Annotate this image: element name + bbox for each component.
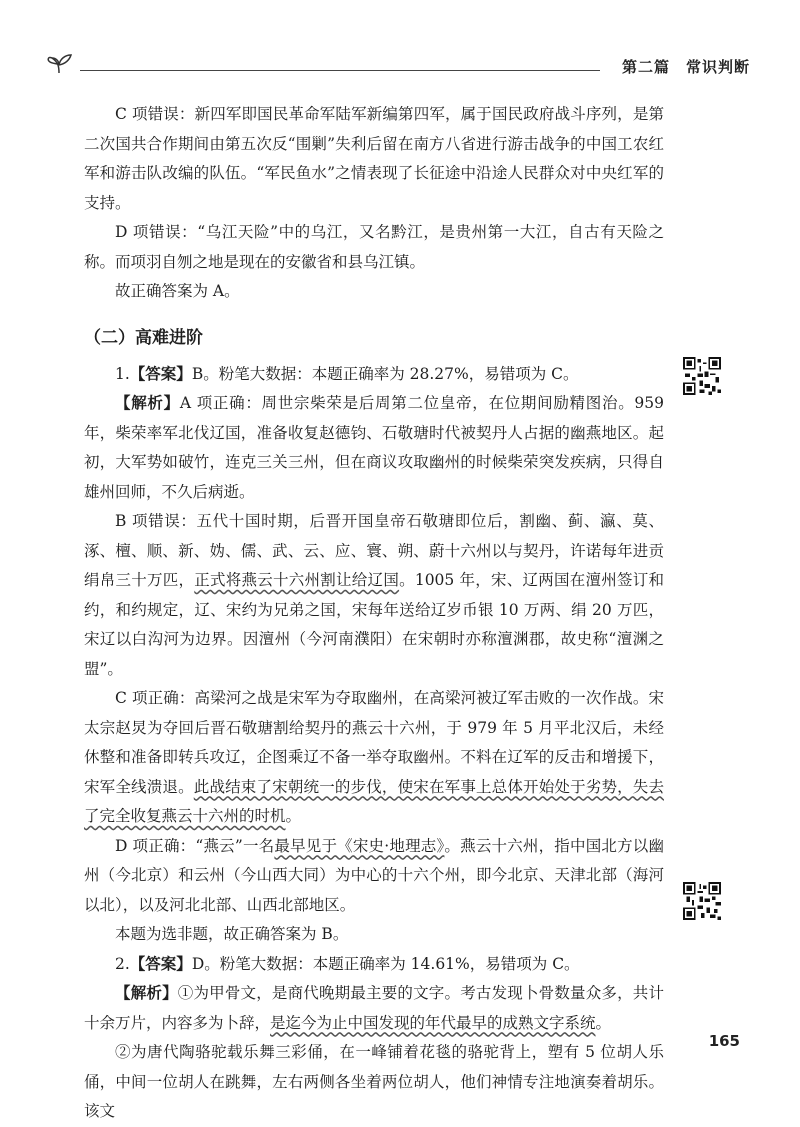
analysis-tag: 【解析】 bbox=[115, 394, 180, 412]
underlined-key-point: 此战结束了宋朝统一的步伐，使宋在军事上总体开始处于劣势，失去了完全收复燕云十六州的时机 bbox=[84, 777, 664, 825]
analysis-paragraph bbox=[84, 507, 664, 684]
analysis-text: 。1005 年，宋、辽两国在澶州签订和约，和约规定，辽、宋约为兄弟之国，宋每年送给辽岁币银 10 万两、绢 20 万匹，宋辽以白沟河为边界。因澶州（今河南濮阳）在宋朝时亦称澶渊郡，故史称“澶渊之盟”。 bbox=[84, 571, 664, 678]
analysis-text: 。 bbox=[285, 807, 302, 825]
question-number: 2. bbox=[115, 954, 130, 973]
answer-tag: 【答案】 bbox=[129, 954, 192, 973]
sprout-leaf-icon bbox=[46, 52, 72, 74]
chapter-title: 第二篇 常识判断 bbox=[621, 58, 750, 76]
analysis-text: B 项错误：五代十国时期，后晋开国皇帝石敬瑭即位后，割幽、蓟、瀛、莫、涿、檀、顺、新、妫、儒、武、云、应、寰、朔、蔚十六州以与契丹，许诺每年进贡绢帛三十万匹， bbox=[84, 512, 664, 589]
analysis-text: C 项正确：高梁河之战是宋军为夺取幽州，在高梁河被辽军击败的一次作战。宋太宗赵炅为夺回后晋石敬瑭割给契丹的燕云十六州，于 979 年 5 月平北汉后，未经休整和准备即转兵攻辽，企图乘辽不备一举夺取幽州。不料在辽军的反击和增援下，宋军全线溃退。 bbox=[84, 689, 664, 796]
underlined-key-point: 是迄今为止中国发现的年代最早的成熟文字系统 bbox=[270, 1013, 596, 1032]
header-rule bbox=[80, 70, 600, 71]
question-answer-line bbox=[84, 950, 664, 980]
section-title: （二）高难进阶 bbox=[84, 327, 203, 348]
analysis-text: 。燕云十六州，指中国北方以幽州（今北京）和云州（今山西大同）为中心的十六个州，即今北京、天津北部（海河以北），以及河北北部、山西北部地区。 bbox=[84, 836, 664, 914]
page-content bbox=[84, 100, 664, 1127]
underlined-key-point: 正式将燕云十六州割让给辽国 bbox=[194, 571, 400, 589]
answer-text: D。粉笔大数据：本题正确率为 14.61%，易错项为 C。 bbox=[191, 954, 580, 973]
analysis-paragraph bbox=[84, 832, 664, 921]
analysis-paragraph bbox=[84, 979, 664, 1038]
analysis-paragraph bbox=[84, 684, 664, 832]
paragraph: D 项错误：“乌江天险”中的乌江，又名黔江，是贵州第一大江，自古有天险之称。而项羽自刎之地是现在的安徽省和县乌江镇。 bbox=[84, 223, 664, 271]
paragraph: C 项错误：新四军即国民革命军陆军新编第四军，属于国民政府战斗序列，是第二次国共合作期间由第五次反“围剿”失利后留在南方八省进行游击战争的中国工农红军和游击队改编的队伍。“军民鱼水”之情表现了长征途中沿途人民群众对中央红军的支持。 bbox=[84, 105, 664, 212]
analysis-tag: 【解析】 bbox=[115, 984, 178, 1002]
qr-code-icon[interactable] bbox=[683, 882, 721, 920]
question-number: 1. bbox=[115, 364, 130, 383]
conclusion: 本题为选非题，故正确答案为 B。 bbox=[115, 925, 349, 943]
answer-tag: 【答案】 bbox=[129, 364, 192, 383]
underlined-key-point: 最早见于《宋史·地理志》 bbox=[274, 836, 445, 855]
analysis-text: 。 bbox=[595, 1013, 612, 1032]
question-answer-line bbox=[84, 360, 664, 390]
analysis-text: ①为甲骨文，是商代晚期最主要的文字。考古发现卜骨数量众多，共计十余万片，内容多为卜辞， bbox=[84, 984, 664, 1032]
page-number: 165 bbox=[708, 1032, 740, 1050]
analysis-text: A 项正确：周世宗柴荣是后周第二位皇帝，在位期间励精图治。959 年，柴荣率军北伐辽国，准备收复赵德钧、石敬瑭时代被契丹人占据的幽燕地区。起初，大军势如破竹，连克三关三州，但在商议攻取幽州的时候柴荣突发疾病，只得自雄州回师，不久后病逝。 bbox=[84, 394, 664, 501]
analysis-paragraph bbox=[84, 389, 664, 507]
page-header bbox=[40, 48, 760, 82]
qr-code-icon[interactable] bbox=[683, 357, 721, 395]
answer-text: B。粉笔大数据：本题正确率为 28.27%，易错项为 C。 bbox=[191, 364, 579, 383]
analysis-text: D 项正确：“燕云”一名 bbox=[115, 836, 275, 855]
paragraph: 故正确答案为 A。 bbox=[115, 282, 240, 300]
analysis-paragraph: ②为唐代陶骆驼载乐舞三彩俑，在一峰铺着花毯的骆驼背上，塑有 5 位胡人乐俑，中间一位胡人在跳舞，左右两侧各坐着两位胡人，他们神情专注地演奏着胡乐。该文 bbox=[84, 1043, 664, 1120]
